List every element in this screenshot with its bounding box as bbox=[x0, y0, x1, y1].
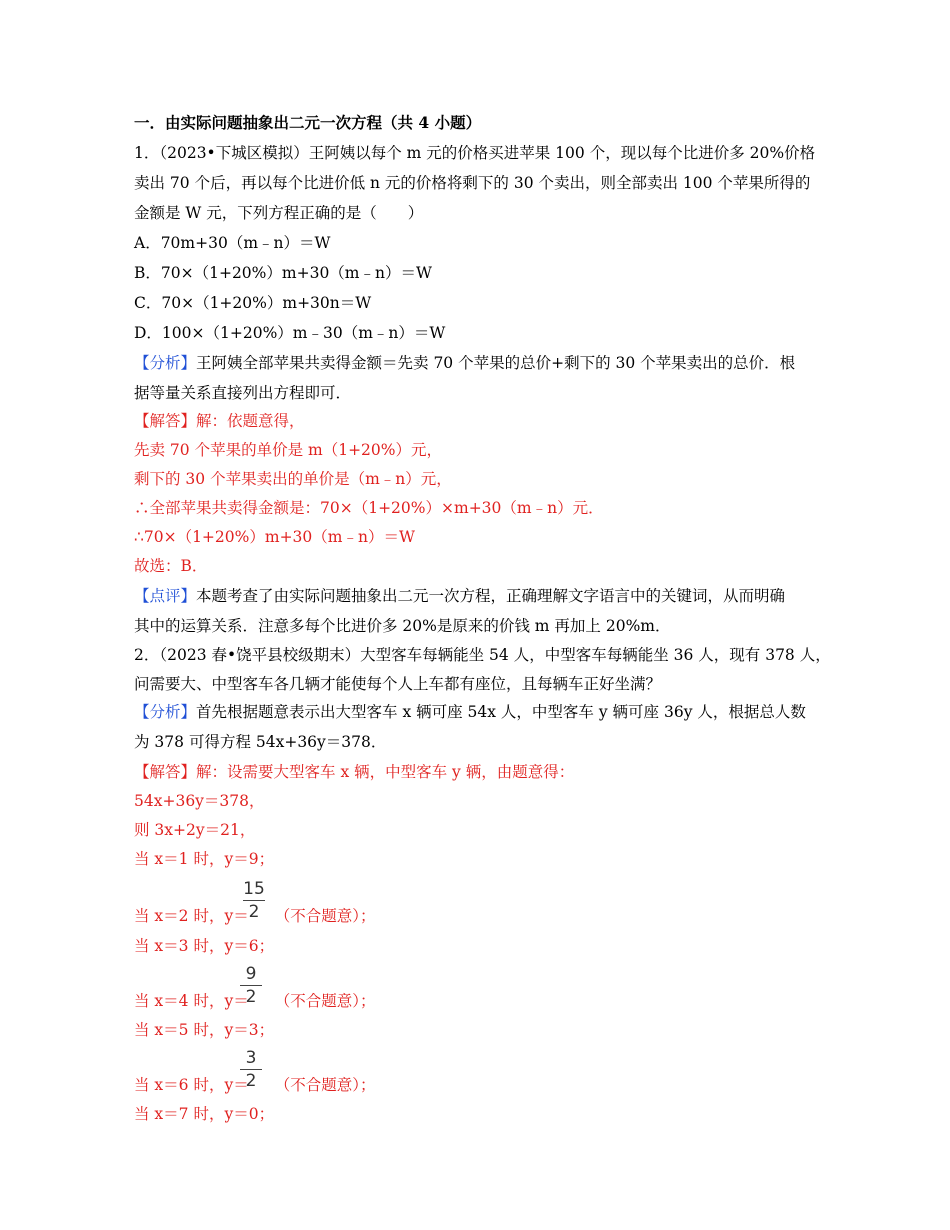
analysis-tag: 【分析】 bbox=[134, 354, 197, 372]
q1-answer-line-4: ∴全部苹果共卖得金额是：70×（1+20%）×m+30（m﹣n）元． bbox=[134, 499, 604, 517]
answer-tag: 【解答】 bbox=[134, 763, 197, 781]
fraction-15-over-2 bbox=[243, 880, 265, 922]
q1-option-b: B．70×（1+20%）m+30（m﹣n）＝W bbox=[134, 264, 432, 282]
q2-analysis-line-2: 为 378 可得方程 54x+36y＝378． bbox=[134, 733, 387, 751]
answer-tag: 【解答】 bbox=[134, 412, 197, 430]
comment-tag: 【点评】 bbox=[134, 587, 197, 605]
fraction-denominator: 2 bbox=[245, 987, 257, 1007]
q1-option-c: C．70×（1+20%）m+30n＝W bbox=[134, 294, 372, 312]
case-text: 当 x＝2 时，y＝ bbox=[134, 907, 249, 925]
fraction-denominator: 2 bbox=[245, 1071, 257, 1091]
case-text: 当 x＝6 时，y＝ bbox=[134, 1076, 249, 1094]
q2-answer-line-10: 当 x＝7 时，y＝0； bbox=[134, 1105, 275, 1123]
q2-stem-line-2: 问需要大、中型客车各几辆才能使每个人上车都有座位，且每辆车正好坐满？ bbox=[134, 675, 662, 693]
fraction-3-over-2 bbox=[240, 1049, 262, 1091]
q2-answer-line-4: 当 x＝1 时，y＝9； bbox=[134, 850, 275, 868]
q1-answer-line-5: ∴70×（1+20%）m+30（m﹣n）＝W bbox=[134, 528, 415, 546]
section-title: 一．由实际问题抽象出二元一次方程（共 4 小题） bbox=[134, 113, 482, 132]
answer-text: 解：依题意得， bbox=[196, 412, 305, 430]
case-text: 当 x＝4 时，y＝ bbox=[134, 992, 249, 1010]
q2-answer-line-6: 当 x＝3 时，y＝6； bbox=[134, 937, 275, 955]
fraction-bar bbox=[240, 985, 262, 986]
fraction-bar bbox=[240, 1069, 262, 1070]
q2-answer-line-8: 当 x＝5 时，y＝3； bbox=[134, 1021, 275, 1039]
q2-analysis-line-1 bbox=[134, 702, 806, 722]
fraction-numerator: 3 bbox=[245, 1048, 257, 1068]
q2-answer-line-3: 则 3x+2y＝21， bbox=[134, 821, 256, 839]
q1-answer-line-1 bbox=[134, 411, 305, 431]
fraction-bar bbox=[243, 900, 265, 901]
q1-stem-line-1: 1．（2023•下城区模拟）王阿姨以每个 m 元的价格买进苹果 100 个，现以每个比进价多 20%价格 bbox=[134, 144, 816, 162]
q1-stem-line-2: 卖出 70 个后，再以每个比进价低 n 元的价格将剩下的 30 个卖出，则全部卖出 100 个苹果所得的 bbox=[134, 174, 811, 192]
q2-answer-line-1 bbox=[134, 762, 574, 782]
analysis-text: 王阿姨全部苹果共卖得金额＝先卖 70 个苹果的总价+剩下的 30 个苹果卖出的总价．根 bbox=[196, 354, 796, 372]
q2-answer-line-2: 54x+36y＝378， bbox=[134, 792, 265, 810]
q1-answer-line-2: 先卖 70 个苹果的单价是 m（1+20%）元， bbox=[134, 441, 443, 459]
q1-analysis-line-2: 据等量关系直接列出方程即可． bbox=[134, 384, 352, 402]
analysis-text: 首先根据题意表示出大型客车 x 辆可座 54x 人，中型客车 y 辆可座 36y 人，根据总人数 bbox=[196, 703, 806, 721]
q1-answer-line-3: 剩下的 30 个苹果卖出的单价是（m﹣n）元， bbox=[134, 470, 452, 488]
q1-answer-line-6: 故选：B． bbox=[134, 557, 208, 575]
fraction-9-over-2 bbox=[240, 965, 262, 1007]
fraction-numerator: 9 bbox=[245, 964, 257, 984]
q1-analysis-line-1 bbox=[134, 353, 795, 373]
case-note: （不合题意）； bbox=[274, 992, 376, 1010]
case-note: （不合题意）； bbox=[274, 907, 376, 925]
q1-option-d: D．100×（1+20%）m﹣30（m﹣n）＝W bbox=[134, 324, 446, 342]
q1-option-a: A．70m+30（m﹣n）＝W bbox=[134, 234, 331, 252]
q1-stem-line-3: 金额是 W 元，下列方程正确的是（ ） bbox=[134, 204, 424, 222]
q1-comment-line-2: 其中的运算关系．注意多每个比进价多 20%是原来的价钱 m 再加上 20%m． bbox=[134, 617, 671, 635]
answer-text: 解：设需要大型客车 x 辆，中型客车 y 辆，由题意得： bbox=[196, 763, 575, 781]
fraction-denominator: 2 bbox=[248, 902, 260, 922]
fraction-numerator: 15 bbox=[243, 879, 265, 899]
comment-text: 本题考查了由实际问题抽象出二元一次方程，正确理解文字语言中的关键词，从而明确 bbox=[196, 587, 786, 605]
q1-comment-line-1 bbox=[134, 586, 785, 606]
case-note: （不合题意）； bbox=[274, 1076, 376, 1094]
q2-stem-line-1: 2．（2023 春•饶平县校级期末）大型客车每辆能坐 54 人，中型客车每辆能坐 36 人，现有 378 人， bbox=[134, 646, 831, 664]
analysis-tag: 【分析】 bbox=[134, 703, 197, 721]
